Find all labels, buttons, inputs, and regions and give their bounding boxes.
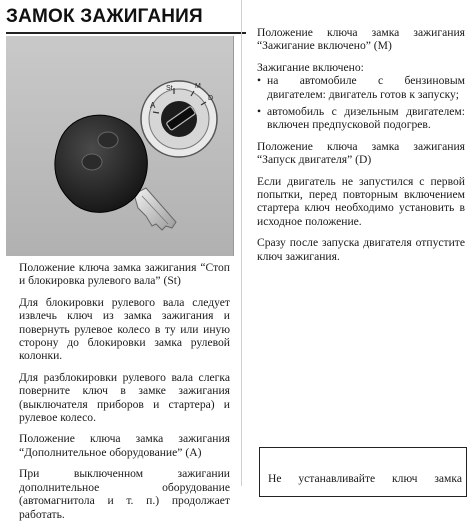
- a-position-heading: Положение ключа замка зажигания “Дополнительное оборудование” (A): [19, 432, 230, 459]
- d-release-paragraph: Сразу после запуска двигателя отпустите ключ зажигания.: [257, 236, 465, 263]
- illustration-svg: [6, 36, 233, 256]
- title-underline: [6, 32, 246, 34]
- lock-label-m: M: [195, 83, 201, 90]
- ignition-lock: [141, 81, 217, 157]
- ignition-on-label: Зажигание включено:: [257, 60, 364, 74]
- lock-label-st: St: [166, 85, 173, 92]
- d-retry-paragraph: Если двигатель не запустился с первой попытки, перед повторным включением стартера ключ необходимо установить в исходное положение.: [257, 174, 465, 228]
- fob-button-top: [98, 132, 118, 148]
- d-position-heading: Положение ключа замка зажигания “Запуск двигателя” (D): [257, 139, 465, 167]
- list-item: • автомобиль с дизельным двигателем: включен предпусковой подогрев.: [267, 105, 465, 132]
- lock-label-d: D: [208, 95, 214, 102]
- ignition-on-list: [257, 74, 465, 132]
- m-position-heading: Положение ключа замка зажигания “Зажигание включено” (M): [257, 26, 465, 53]
- a-position-paragraph: При выключенном зажигании дополнительное оборудование (автомагнитола и т. п.) продолжает работать.: [19, 467, 230, 521]
- warning-box: [259, 447, 467, 497]
- list-item: • на автомобиле с бензиновым двигателем: двигатель готов к запуску;: [267, 74, 465, 101]
- key-and-lock-illustration: [6, 36, 234, 256]
- page-title: ЗАМОК ЗАЖИГАНИЯ: [6, 6, 203, 27]
- right-column: [257, 26, 465, 271]
- fob-button-bottom: [82, 154, 102, 170]
- st-lock-paragraph: Для блокировки рулевого вала следует извлечь ключ из замка зажигания и повернуть рулевое колесо в ту или иную сторону до блокировки замка рулевой колонки.: [19, 295, 230, 363]
- warning-text: Не устанавливайте ключ замка: [268, 472, 462, 485]
- key-fob: [55, 115, 147, 212]
- lock-label-a: A: [150, 101, 156, 110]
- column-divider: [241, 0, 242, 486]
- st-unlock-paragraph: Для разблокировки рулевого вала слегка поверните ключ в замке зажигания (выключателя приборов и стартера) и рулевое колесо.: [19, 370, 230, 425]
- left-column: [19, 261, 230, 529]
- st-position-heading: Положение ключа замка зажигания “Стоп и блокировка рулевого вала” (St): [19, 261, 230, 288]
